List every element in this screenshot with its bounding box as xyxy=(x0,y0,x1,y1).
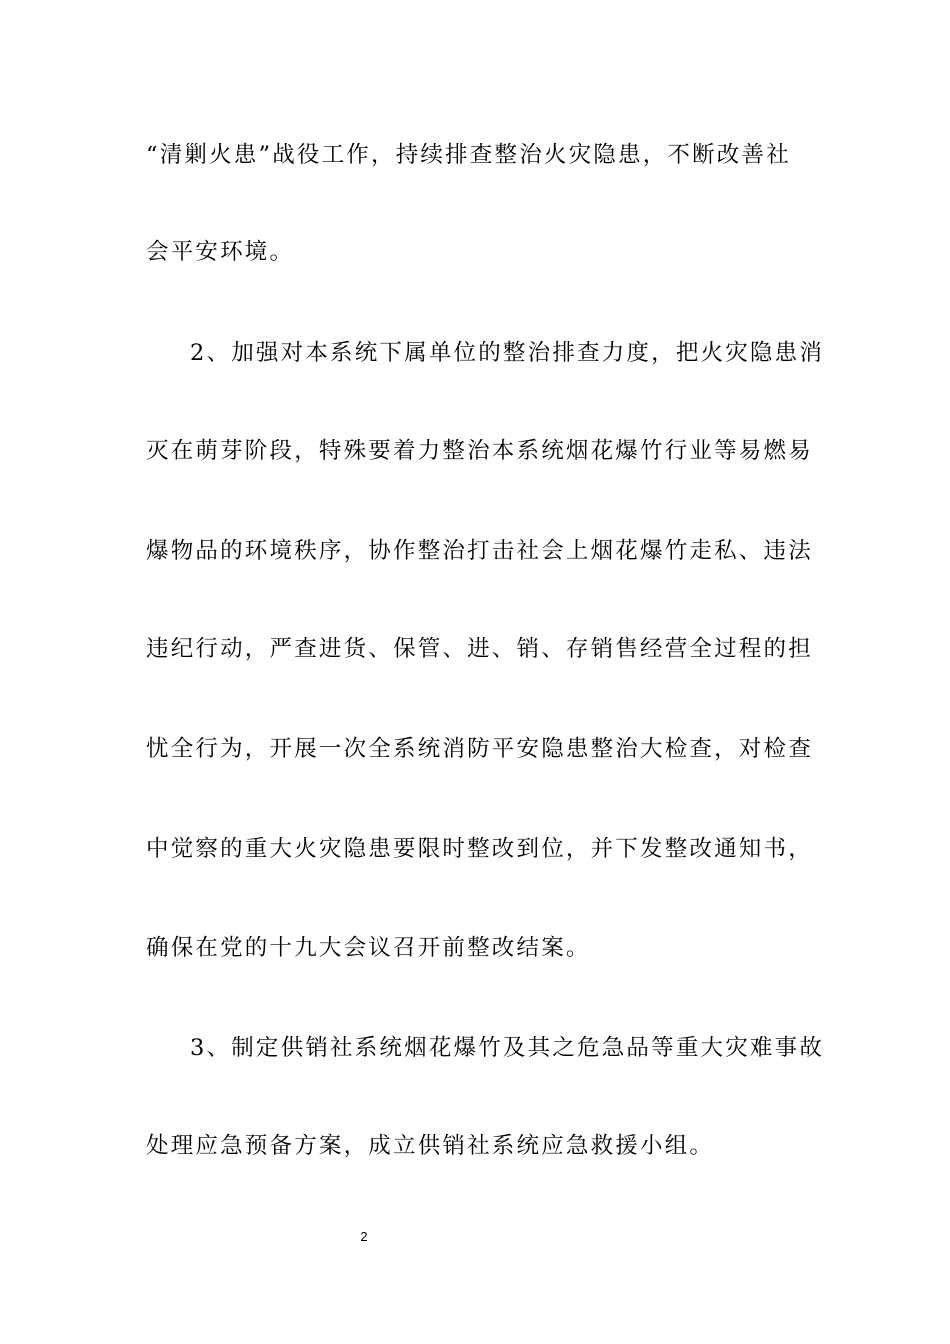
text-line: 确保在党的十九大会议召开前整改结案。 xyxy=(146,935,591,961)
page-number: 2 xyxy=(360,1229,368,1244)
text-line: 灭在萌芽阶段，特殊要着力整治本系统烟花爆竹行业等易燃易 xyxy=(146,438,813,464)
text-line: 违纪行动，严查进货、保管、进、销、存销售经营全过程的担 xyxy=(146,636,813,662)
text-line: 爆物品的环境秩序，协作整治打击社会上烟花爆竹走私、违法 xyxy=(146,538,813,564)
text-line: 中觉察的重大火灾隐患要限时整改到位，并下发整改通知书， xyxy=(146,836,813,862)
text-line: “清剿火患”战役工作，持续排查整治火灾隐患，不断改善社 xyxy=(146,142,791,168)
text-line: 处理应急预备方案，成立供销社系统应急救援小组。 xyxy=(146,1133,715,1159)
paragraph-2-first-line: 2、加强对本系统下属单位的整治排查力度，把火灾隐患消 xyxy=(190,340,825,366)
text-line: 忧全行为，开展一次全系统消防平安隐患整治大检查，对检查 xyxy=(146,736,813,762)
paragraph-3-first-line: 3、制定供销社系统烟花爆竹及其之危急品等重大灾难事故 xyxy=(190,1035,825,1061)
text-line: 会平安环境。 xyxy=(146,239,295,265)
